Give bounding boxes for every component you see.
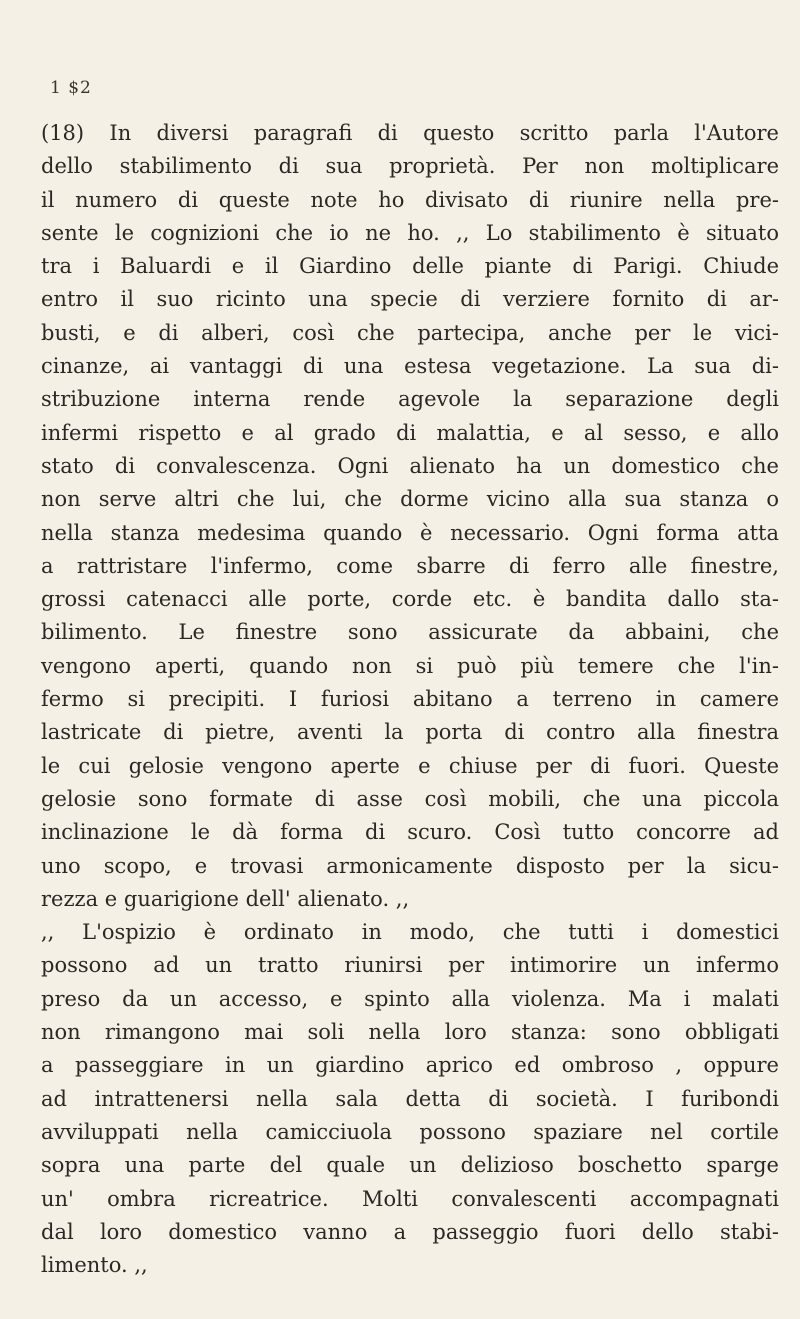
text-line: a passeggiare in un giardino aprico ed ombroso , oppure	[41, 1053, 779, 1078]
text-line: ,, L'ospizio è ordinato in modo, che tutti i domestici	[41, 920, 779, 945]
text-line: gelosie sono formate di asse così mobili, che una piccola	[41, 786, 779, 811]
text-line: infermi rispetto e al grado di malattia, e al sesso, e allo	[41, 420, 779, 445]
text-line: bilimento. Le finestre sono assicurate da abbaini, che	[41, 620, 779, 645]
footnote-text	[41, 117, 779, 1282]
text-line: limento. ,,	[41, 1253, 148, 1278]
text-line: preso da un accesso, e spinto alla violenza. Ma i malati	[41, 986, 779, 1011]
text-line: (18) In diversi paragrafi di questo scritto parla l'Autore	[41, 121, 779, 145]
text-line: a rattristare l'infermo, come sbarre di ferro alle finestre,	[41, 553, 779, 578]
text-line: dello stabilimento di sua proprietà. Per non moltiplicare	[41, 154, 779, 179]
text-line: rezza e guarigione dell' alienato. ,,	[41, 886, 410, 911]
text-line: uno scopo, e trovasi armonicamente disposto per la sicu-	[41, 853, 779, 878]
text-line: sopra una parte del quale un delizioso boschetto sparge	[41, 1153, 779, 1178]
text-line: dal loro domestico vanno a passeggio fuori dello stabi-	[41, 1219, 779, 1244]
text-line: il numero di queste note ho divisato di riunire nella pre-	[41, 187, 779, 212]
text-line: un' ombra ricreatrice. Molti convalescenti accompagnati	[41, 1186, 779, 1211]
text-line: entro il suo ricinto una specie di verziere fornito di ar-	[41, 287, 779, 312]
text-line: nella stanza medesima quando è necessario. Ogni forma atta	[41, 520, 779, 545]
text-line: lastricate di pietre, aventi la porta di contro alla finestra	[41, 720, 779, 745]
text-line: non serve altri che lui, che dorme vicino alla sua stanza o	[41, 487, 779, 512]
text-line: le cui gelosie vengono aperte e chiuse per di fuori. Queste	[41, 753, 779, 778]
page-number: 1 $2	[50, 78, 92, 98]
text-line: sente le cognizioni che io ne ho. ,, Lo stabilimento è situato	[41, 220, 779, 245]
text-line: cinanze, ai vantaggi di una estesa vegetazione. La sua di-	[41, 354, 779, 379]
text-line: possono ad un tratto riunirsi per intimorire un infermo	[41, 953, 779, 978]
text-line: ad intrattenersi nella sala detta di società. I furibondi	[41, 1086, 779, 1111]
text-line: non rimangono mai soli nella loro stanza: sono obbligati	[41, 1020, 779, 1045]
text-line: busti, e di alberi, così che partecipa, anche per le vici-	[41, 320, 779, 345]
text-line: inclinazione le dà forma di scuro. Così tutto concorre ad	[41, 820, 779, 845]
text-line: stribuzione interna rende agevole la separazione degli	[41, 387, 779, 412]
text-line: grossi catenacci alle porte, corde etc. è bandita dallo sta-	[41, 587, 779, 612]
text-line: tra i Baluardi e il Giardino delle piante di Parigi. Chiude	[41, 254, 779, 279]
text-line: avviluppati nella camicciuola possono spaziare nel cortile	[41, 1119, 779, 1144]
text-line: vengono aperti, quando non si può più temere che l'in-	[41, 653, 779, 678]
text-line: fermo si precipiti. I furiosi abitano a terreno in camere	[41, 687, 779, 712]
text-line: stato di convalescenza. Ogni alienato ha un domestico che	[41, 453, 779, 478]
